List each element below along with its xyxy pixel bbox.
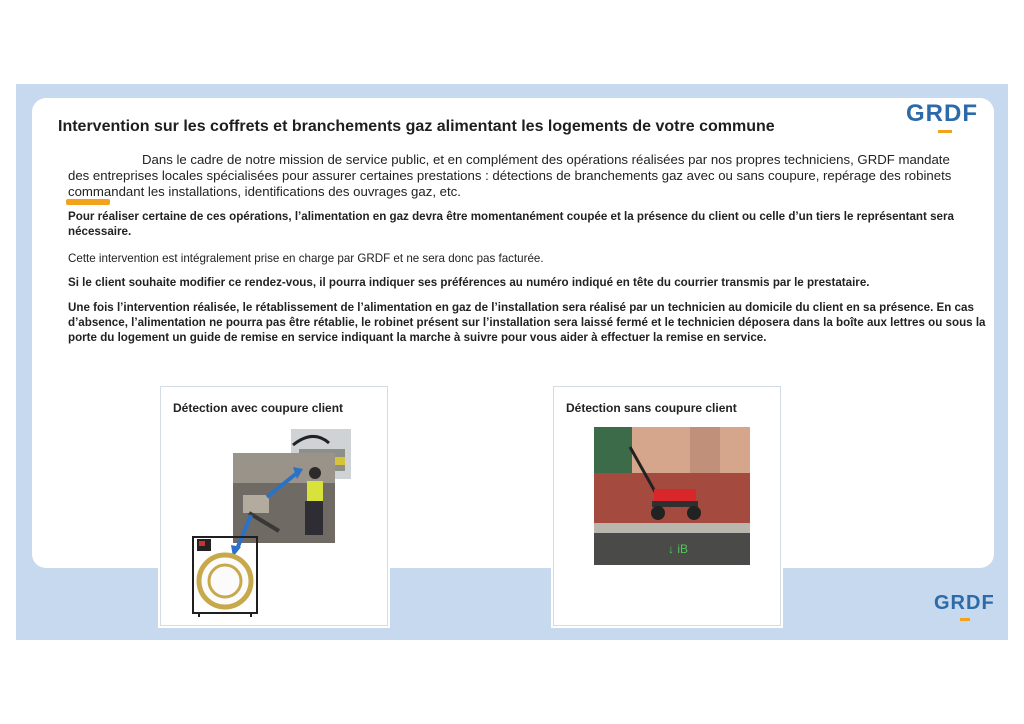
paragraph-retablissement: Une fois l’intervention réalisée, le rétablissement de l’alimentation en gaz de l’installation sera réalisé par un technicien au domicile du client en sa présence. En cas d’absence, l’alimentation ne pourra pas être rétablie, le robinet présent sur l’installation sera laissé fermé et le technicien déposera dans la boîte aux lettres ou sous la porte du logement un guide de remise en service indiquant la marche à suivre pour vous aider à effectuer la remise en service. (68, 301, 986, 344)
logo-text: GRDF (934, 592, 995, 614)
grdf-logo-top (906, 100, 978, 128)
intro-paragraph (68, 152, 972, 200)
card-title: Détection sans coupure client (566, 401, 737, 415)
detection-avec-coupure-photo (189, 427, 355, 617)
card-title: Détection avec coupure client (173, 401, 344, 415)
paragraph-coupure: Pour réaliser certaine de ces opérations, l’alimentation en gaz devra être momentanément coupée et la présence du client ou celle d’un tiers le représentant sera nécessaire. (68, 210, 954, 238)
page-title: Intervention sur les coffrets et branchements gaz alimentant les logements de votre commune (58, 118, 775, 135)
card-detection-avec-coupure (160, 386, 388, 626)
highlight-mark (66, 199, 110, 205)
logo-text: GRDF (906, 100, 978, 127)
paragraph-gratuit: Cette intervention est intégralement prise en charge par GRDF et ne sera donc pas facturée. (68, 252, 544, 265)
intro-text: Dans le cadre de notre mission de service public, et en complément des opérations réalisées par nos propres techniciens, GRDF mandate des entreprises locales spécialisées pour assurer certaines prestations : détections de branchements gaz avec ou sans coupure, repérage des robinets commandant les installations, identifications des ouvrages gaz, etc. (68, 152, 952, 199)
card-detection-sans-coupure (553, 386, 781, 626)
grdf-logo-bottom (934, 592, 995, 615)
logo-accent-bar (960, 618, 970, 621)
svg-text:↓ iB: ↓ iB (668, 542, 689, 556)
logo-accent-bar (938, 130, 952, 133)
paragraph-rendez-vous: Si le client souhaite modifier ce rendez-vous, il pourra indiquer ses préférences au numéro indiqué en tête du courrier transmis par le prestataire. (68, 276, 870, 289)
detection-sans-coupure-photo (594, 427, 750, 565)
